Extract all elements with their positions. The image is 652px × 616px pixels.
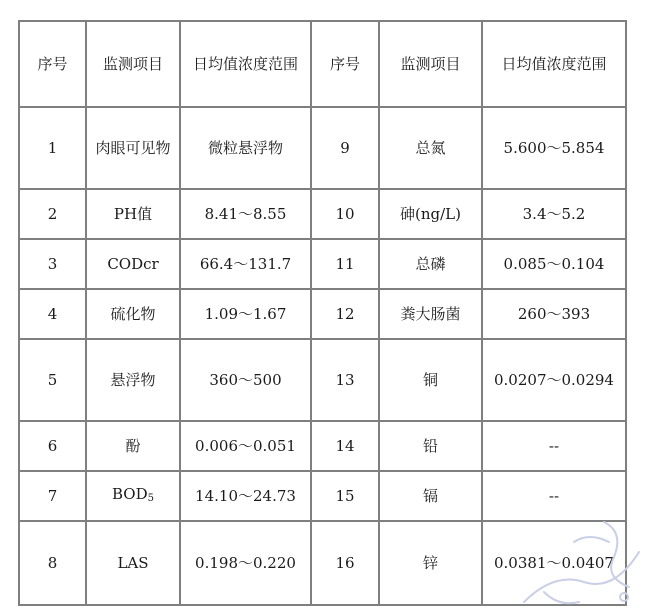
cell-range: 1.09～1.67 [180,289,311,339]
cell-item: 悬浮物 [86,339,180,421]
cell-seq: 9 [311,107,379,189]
cell-item: 酚 [86,421,180,471]
header-seq: 序号 [19,21,86,107]
cell-seq: 13 [311,339,379,421]
table-row [19,521,626,605]
table-row [19,471,626,521]
cell-seq: 10 [311,189,379,239]
monitoring-table [18,20,627,606]
cell-seq: 12 [311,289,379,339]
header-seq: 序号 [311,21,379,107]
cell-seq: 2 [19,189,86,239]
cell-range: 0.006～0.051 [180,421,311,471]
cell-item: 硫化物 [86,289,180,339]
cell-item: 总氮 [379,107,482,189]
cell-item [86,471,180,521]
table-row [19,339,626,421]
bod-text: BOD [112,484,148,503]
cell-item: 铅 [379,421,482,471]
cell-range: 0.198～0.220 [180,521,311,605]
table-row [19,289,626,339]
cell-seq: 7 [19,471,86,521]
header-item: 监测项目 [379,21,482,107]
cell-seq: 3 [19,239,86,289]
table-row [19,239,626,289]
bod-subscript: 5 [147,492,154,504]
cell-seq: 16 [311,521,379,605]
table-header-row [19,21,626,107]
cell-seq: 5 [19,339,86,421]
table-row [19,421,626,471]
cell-seq: 4 [19,289,86,339]
cell-item: PH值 [86,189,180,239]
cell-item: 锌 [379,521,482,605]
cell-range: -- [482,471,626,521]
cell-range: 3.4～5.2 [482,189,626,239]
cell-range: -- [482,421,626,471]
cell-range: 14.10～24.73 [180,471,311,521]
cell-item: 肉眼可见物 [86,107,180,189]
cell-seq: 1 [19,107,86,189]
cell-seq: 11 [311,239,379,289]
cell-range: 66.4～131.7 [180,239,311,289]
cell-range: 0.0381～0.0407 [482,521,626,605]
table-row [19,189,626,239]
cell-range: 5.600～5.854 [482,107,626,189]
table-row [19,107,626,189]
cell-seq: 8 [19,521,86,605]
cell-seq: 14 [311,421,379,471]
cell-item: 镉 [379,471,482,521]
cell-item: LAS [86,521,180,605]
cell-item: 总磷 [379,239,482,289]
cell-range: 微粒悬浮物 [180,107,311,189]
header-item: 监测项目 [86,21,180,107]
cell-range: 8.41～8.55 [180,189,311,239]
cell-seq: 15 [311,471,379,521]
cell-item: CODcr [86,239,180,289]
cell-range: 0.0207～0.0294 [482,339,626,421]
cell-range: 360～500 [180,339,311,421]
cell-item: 粪大肠菌 [379,289,482,339]
cell-seq: 6 [19,421,86,471]
cell-item: 砷(ng/L) [379,189,482,239]
header-range: 日均值浓度范围 [180,21,311,107]
header-range: 日均值浓度范围 [482,21,626,107]
cell-range: 0.085～0.104 [482,239,626,289]
cell-range: 260～393 [482,289,626,339]
cell-item: 铜 [379,339,482,421]
